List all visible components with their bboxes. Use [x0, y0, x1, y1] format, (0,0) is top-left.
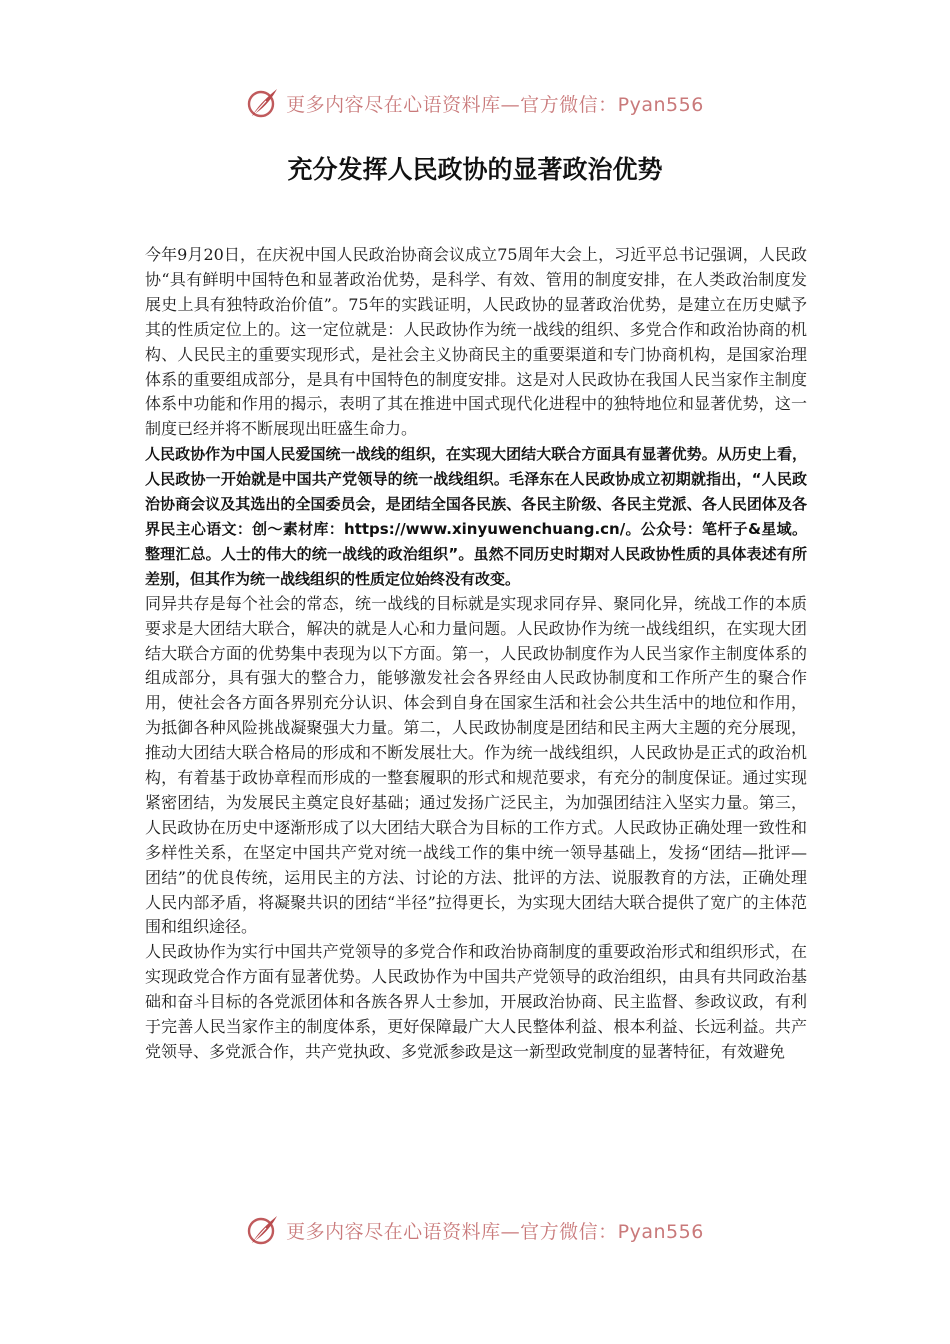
- banner-wechat-id: Pyan556: [617, 1220, 704, 1243]
- quill-logo-icon: [246, 1213, 280, 1247]
- banner-text: [286, 90, 704, 117]
- header-banner: [0, 83, 950, 123]
- quill-logo-icon: [246, 86, 280, 120]
- banner-text: [286, 1217, 704, 1244]
- paragraph-2: 人民政协作为中国人民爱国统一战线的组织，在实现大团结大联合方面具有显著优势。从历史上看，人民政协一开始就是中国共产党领导的统一战线组织。毛泽东在人民政协成立初期就指出，“人民政治协商会议及其选出的全国委员会，是团结全国各民族、各民主阶级、各民主党派、各人民团体及各界民主心语文：创～素材库：https://www.xinyuwenchuang.cn/。公众号：笔杆子&星域。整理汇总。人士的伟大的统一战线的政治组织”。虽然不同历史时期对人民政协性质的具体表述有所差别，但其作为统一战线组织的性质定位始终没有改变。: [145, 445, 807, 588]
- paragraph-4: 人民政协作为实行中国共产党领导的多党合作和政治协商制度的重要政治形式和组织形式，在实现政党合作方面有显著优势。人民政协作为中国共产党领导的政治组织，由具有共同政治基础和奋斗目标的各党派团体和各族各界人士参加，开展政治协商、民主监督、参政议政，有利于完善人民当家作主的制度体系，更好保障最广大人民整体利益、根本利益、长远利益。共产党领导、多党派合作，共产党执政、多党派参政是这一新型政党制度的显著特征，有效避免: [145, 942, 807, 1061]
- document-title: 充分发挥人民政协的显著政治优势: [287, 155, 663, 184]
- paragraph-1: 今年9月20日，在庆祝中国人民政治协商会议成立75周年大会上，习近平总书记强调，人民政协“具有鲜明中国特色和显著政治优势，是科学、有效、管用的制度安排，在人类政治制度发展史上具有独特政治价值”。75年的实践证明，人民政协的显著政治优势，是建立在历史赋予其的性质定位上的。这一定位就是：人民政协作为统一战线的组织、多党合作和政治协商的机构、人民民主的重要实现形式，是社会主义协商民主的重要渠道和专门协商机构，是国家治理体系的重要组成部分，是具有中国特色的制度安排。这是对人民政协在我国人民当家作主制度体系中功能和作用的揭示，表明了其在推进中国式现代化进程中的独特地位和显著优势，这一制度已经并将不断展现出旺盛生命力。: [145, 245, 807, 439]
- banner-caption: 更多内容尽在心语资料库—官方微信：: [286, 93, 618, 116]
- footer-banner: [0, 1210, 950, 1250]
- banner-wechat-id: Pyan556: [617, 93, 704, 116]
- document-body: [145, 243, 807, 1065]
- paragraph-3: 同异共存是每个社会的常态，统一战线的目标就是实现求同存异、聚同化异，统战工作的本质要求是大团结大联合，解决的就是人心和力量问题。人民政协作为统一战线组织，在实现大团结大联合方面的优势集中表现为以下方面。第一，人民政协制度作为人民当家作主制度体系的组成部分，具有强大的整合力，能够激发社会各界经由人民政协制度和工作所产生的聚合作用，使社会各方面各界别充分认识、体会到自身在国家生活和社会公共生活中的地位和作用，为抵御各种风险挑战凝聚强大力量。第二，人民政协制度是团结和民主两大主题的充分展现，推动大团结大联合格局的形成和不断发展壮大。作为统一战线组织，人民政协是正式的政治机构，有着基于政协章程而形成的一整套履职的形式和规范要求，有充分的制度保证。通过实现紧密团结，为发展民主奠定良好基础；通过发扬广泛民主，为加强团结注入坚实力量。第三，人民政协在历史中逐渐形成了以大团结大联合为目标的工作方式。人民政协正确处理一致性和多样性关系，在坚定中国共产党对统一战线工作的集中统一领导基础上，发扬“团结—批评—团结”的优良传统，运用民主的方法、讨论的方法、批评的方法、说服教育的方法，正确处理人民内部矛盾，将凝聚共识的团结“半径”拉得更长，为实现大团结大联合提供了宽广的主体范围和组织途径。: [145, 593, 807, 937]
- banner-caption: 更多内容尽在心语资料库—官方微信：: [286, 1220, 618, 1243]
